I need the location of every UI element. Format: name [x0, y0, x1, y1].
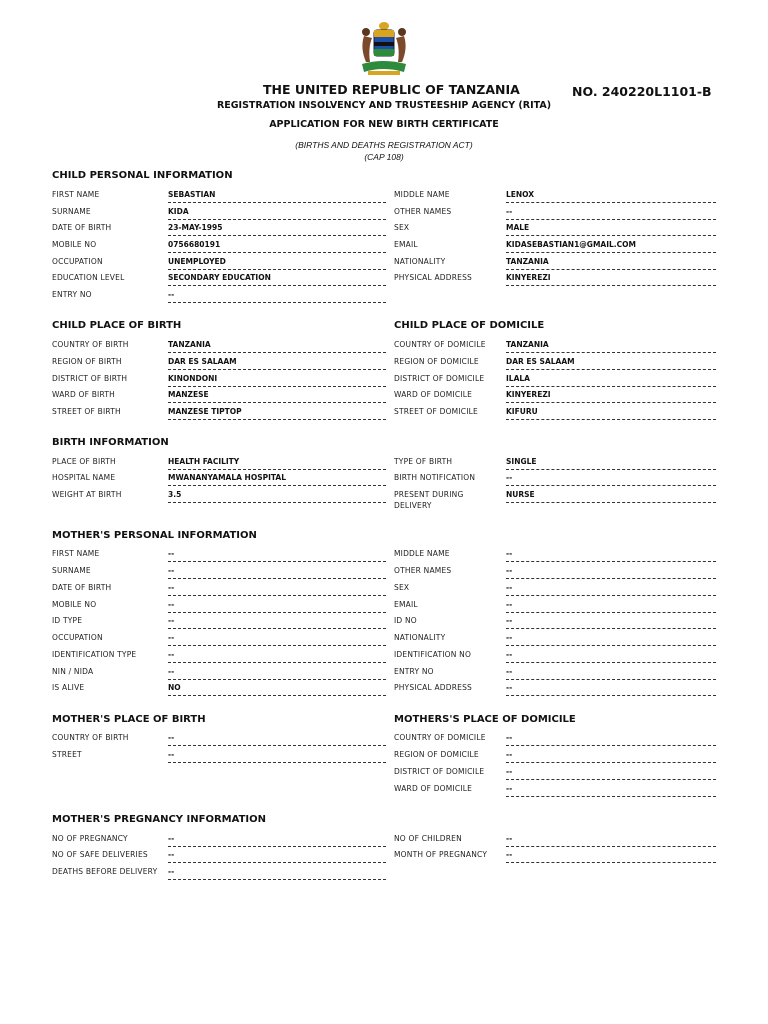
field-row	[394, 747, 716, 763]
field-value: --	[506, 549, 716, 562]
field-label: MOBILE NO	[52, 240, 97, 249]
field-value: UNEMPLOYED	[168, 257, 386, 270]
field-row	[52, 597, 388, 613]
field-row	[394, 664, 716, 680]
field-value: --	[506, 583, 716, 596]
field-label: NO OF SAFE DELIVERIES	[52, 850, 148, 859]
field-label: IDENTIFICATION TYPE	[52, 650, 137, 659]
field-value: --	[506, 733, 716, 746]
field-row	[52, 237, 388, 253]
field-row	[52, 387, 388, 403]
field-label: EDUCATION LEVEL	[52, 273, 125, 282]
field-label: HOSPITAL NAME	[52, 473, 116, 482]
field-value: SINGLE	[506, 457, 716, 470]
field-label: NATIONALITY	[394, 633, 446, 642]
field-label: REGION OF DOMICILE	[394, 750, 479, 759]
section-title-mother-pregnancy: MOTHER'S PREGNANCY INFORMATION	[52, 814, 266, 825]
field-label: DEATHS BEFORE DELIVERY	[52, 867, 158, 876]
field-value: MANZESE TIPTOP	[168, 407, 386, 420]
field-row	[52, 613, 388, 629]
section-title-mother-place-of-birth: MOTHER'S PLACE OF BIRTH	[52, 714, 206, 725]
field-row	[394, 470, 716, 486]
field-value: TANZANIA	[168, 340, 386, 353]
field-value: MANZESE	[168, 390, 386, 403]
field-label: NO OF CHILDREN	[394, 834, 462, 843]
field-row	[394, 337, 716, 353]
field-label: WEIGHT AT BIRTH	[52, 490, 122, 499]
field-label: WARD OF BIRTH	[52, 390, 115, 399]
section-title-child-personal: CHILD PERSONAL INFORMATION	[52, 170, 233, 181]
field-row	[52, 847, 388, 863]
field-row	[394, 647, 716, 663]
field-label: SURNAME	[52, 566, 91, 575]
field-value: KIDA	[168, 207, 386, 220]
field-row	[394, 563, 716, 579]
field-value: --	[506, 600, 716, 613]
field-label: STREET OF DOMICILE	[394, 407, 478, 416]
field-row	[394, 270, 716, 286]
field-label: BIRTH NOTIFICATION	[394, 473, 476, 482]
field-label: WARD OF DOMICILE	[394, 784, 473, 793]
field-row	[52, 354, 388, 370]
field-label: PRESENT DURING	[394, 490, 464, 499]
field-label: OCCUPATION	[52, 633, 103, 642]
field-label: COUNTRY OF BIRTH	[52, 733, 129, 742]
field-label: MONTH OF PREGNANCY	[394, 850, 488, 859]
field-row	[394, 546, 716, 562]
field-value: --	[506, 850, 716, 863]
field-row	[394, 371, 716, 387]
field-row	[52, 580, 388, 596]
field-label: ENTRY NO	[394, 667, 434, 676]
field-value: --	[168, 600, 386, 613]
field-label: SEX	[394, 583, 410, 592]
field-value: --	[168, 633, 386, 646]
field-value: 23-MAY-1995	[168, 223, 386, 236]
field-label: MIDDLE NAME	[394, 190, 450, 199]
field-value: MALE	[506, 223, 716, 236]
field-value: --	[168, 834, 386, 847]
field-label: PHYSICAL ADDRESS	[394, 683, 472, 692]
field-row	[394, 354, 716, 370]
field-row	[52, 404, 388, 420]
field-label: DISTRICT OF DOMICILE	[394, 374, 485, 383]
field-value: DAR ES SALAAM	[168, 357, 386, 370]
field-value: --	[506, 667, 716, 680]
field-row	[394, 387, 716, 403]
field-label: ID TYPE	[52, 616, 83, 625]
field-label: TYPE OF BIRTH	[394, 457, 453, 466]
field-label: DATE OF BIRTH	[52, 223, 112, 232]
section-title-child-place-of-domicile: CHILD PLACE OF DOMICILE	[394, 320, 545, 331]
field-label: OTHER NAMES	[394, 207, 452, 216]
field-row	[394, 680, 716, 696]
republic-title: THE UNITED REPUBLIC OF TANZANIA	[263, 82, 520, 97]
section-title-mother-place-of-domicile: MOTHERS'S PLACE OF DOMICILE	[394, 714, 576, 725]
field-value: --	[506, 207, 716, 220]
field-value: TANZANIA	[506, 340, 716, 353]
field-value: --	[168, 566, 386, 579]
field-value: KINONDONI	[168, 374, 386, 387]
field-row	[394, 404, 716, 420]
field-label: NIN / NIDA	[52, 667, 94, 676]
field-row	[52, 470, 388, 486]
field-value: --	[506, 566, 716, 579]
cap-number: (CAP 108)	[364, 152, 404, 162]
document-number: NO. 240220L1101-B	[572, 84, 712, 99]
field-row	[394, 831, 716, 847]
field-row	[394, 220, 716, 236]
field-label: SEX	[394, 223, 410, 232]
field-label: ID NO	[394, 616, 417, 625]
field-value: --	[168, 583, 386, 596]
field-label: DISTRICT OF BIRTH	[52, 374, 128, 383]
field-value: SECONDARY EDUCATION	[168, 273, 386, 286]
field-row	[52, 187, 388, 203]
field-value: KIDASEBASTIAN1@GMAIL.COM	[506, 240, 716, 253]
field-row	[52, 287, 388, 303]
coat-of-arms-icon	[356, 18, 412, 76]
field-label: PHYSICAL ADDRESS	[394, 273, 472, 282]
field-value: 3.5	[168, 490, 386, 503]
field-value: --	[506, 683, 716, 696]
field-value: --	[506, 473, 716, 486]
field-row	[52, 864, 388, 880]
field-value: HEALTH FACILITY	[168, 457, 386, 470]
field-label: SURNAME	[52, 207, 91, 216]
field-label: COUNTRY OF DOMICILE	[394, 340, 486, 349]
field-row	[52, 747, 388, 763]
field-value: KINYEREZI	[506, 273, 716, 286]
field-value: DAR ES SALAAM	[506, 357, 716, 370]
field-value: NO	[168, 683, 386, 696]
field-label: OTHER NAMES	[394, 566, 452, 575]
field-label: MOBILE NO	[52, 600, 97, 609]
field-label: ENTRY NO	[52, 290, 92, 299]
field-label: IDENTIFICATION NO	[394, 650, 472, 659]
field-label: FIRST NAME	[52, 190, 100, 199]
field-value: --	[168, 667, 386, 680]
field-row	[52, 630, 388, 646]
field-row	[52, 337, 388, 353]
field-row	[394, 204, 716, 220]
field-row	[394, 187, 716, 203]
field-label: COUNTRY OF DOMICILE	[394, 733, 486, 742]
field-value: --	[506, 767, 716, 780]
field-row	[394, 730, 716, 746]
field-value: KIFURU	[506, 407, 716, 420]
field-row	[52, 454, 388, 470]
field-value: --	[506, 616, 716, 629]
field-value: MWANANYAMALA HOSPITAL	[168, 473, 386, 486]
field-row	[394, 781, 716, 797]
field-value: --	[168, 616, 386, 629]
field-value: 0756680191	[168, 240, 386, 253]
field-row	[52, 204, 388, 220]
field-label: WARD OF DOMICILE	[394, 390, 473, 399]
field-row	[394, 487, 716, 513]
field-value: ILALA	[506, 374, 716, 387]
field-value: --	[506, 784, 716, 797]
field-row	[394, 580, 716, 596]
act-name: (BIRTHS AND DEATHS REGISTRATION ACT)	[295, 140, 473, 150]
field-label: DISTRICT OF DOMICILE	[394, 767, 485, 776]
field-row	[52, 730, 388, 746]
field-value: --	[168, 290, 386, 303]
section-title-child-place-of-birth: CHILD PLACE OF BIRTH	[52, 320, 182, 331]
field-label: EMAIL	[394, 240, 418, 249]
field-row	[394, 237, 716, 253]
field-row	[52, 546, 388, 562]
field-row	[394, 597, 716, 613]
field-value: --	[168, 733, 386, 746]
field-label: PLACE OF BIRTH	[52, 457, 116, 466]
field-value: --	[168, 549, 386, 562]
field-label: NATIONALITY	[394, 257, 446, 266]
field-value: --	[168, 650, 386, 663]
form-name: APPLICATION FOR NEW BIRTH CERTIFICATE	[269, 119, 499, 130]
field-value: --	[506, 750, 716, 763]
field-value: --	[168, 867, 386, 880]
field-row	[52, 680, 388, 696]
field-row	[394, 454, 716, 470]
field-row	[52, 664, 388, 680]
field-value: --	[506, 834, 716, 847]
field-value: KINYEREZI	[506, 390, 716, 403]
field-row	[52, 254, 388, 270]
field-label-continued: DELIVERY	[394, 501, 432, 510]
field-row	[52, 563, 388, 579]
field-label: NO OF PREGNANCY	[52, 834, 128, 843]
field-value: --	[168, 750, 386, 763]
field-label: COUNTRY OF BIRTH	[52, 340, 129, 349]
field-label: FIRST NAME	[52, 549, 100, 558]
section-title-mother-personal: MOTHER'S PERSONAL INFORMATION	[52, 530, 257, 541]
field-value: --	[168, 850, 386, 863]
field-row	[52, 371, 388, 387]
section-title-birth-information: BIRTH INFORMATION	[52, 437, 169, 448]
field-label: REGION OF DOMICILE	[394, 357, 479, 366]
field-row	[52, 487, 388, 503]
field-row	[394, 630, 716, 646]
field-value: TANZANIA	[506, 257, 716, 270]
field-row	[52, 220, 388, 236]
field-value: --	[506, 650, 716, 663]
agency-name: REGISTRATION INSOLVENCY AND TRUSTEESHIP AGENCY (RITA)	[216, 100, 552, 111]
field-value: SEBASTIAN	[168, 190, 386, 203]
field-row	[52, 831, 388, 847]
field-row	[52, 647, 388, 663]
field-row	[394, 764, 716, 780]
field-value: --	[506, 633, 716, 646]
field-label: DATE OF BIRTH	[52, 583, 112, 592]
field-label: REGION OF BIRTH	[52, 357, 122, 366]
field-label: OCCUPATION	[52, 257, 103, 266]
field-label: IS ALIVE	[52, 683, 85, 692]
field-row	[394, 254, 716, 270]
field-row	[394, 847, 716, 863]
field-value: LENOX	[506, 190, 716, 203]
field-row	[394, 613, 716, 629]
field-label: STREET OF BIRTH	[52, 407, 121, 416]
field-label: EMAIL	[394, 600, 418, 609]
field-label: STREET	[52, 750, 82, 759]
field-row	[52, 270, 388, 286]
field-value: NURSE	[506, 490, 716, 503]
field-label: MIDDLE NAME	[394, 549, 450, 558]
